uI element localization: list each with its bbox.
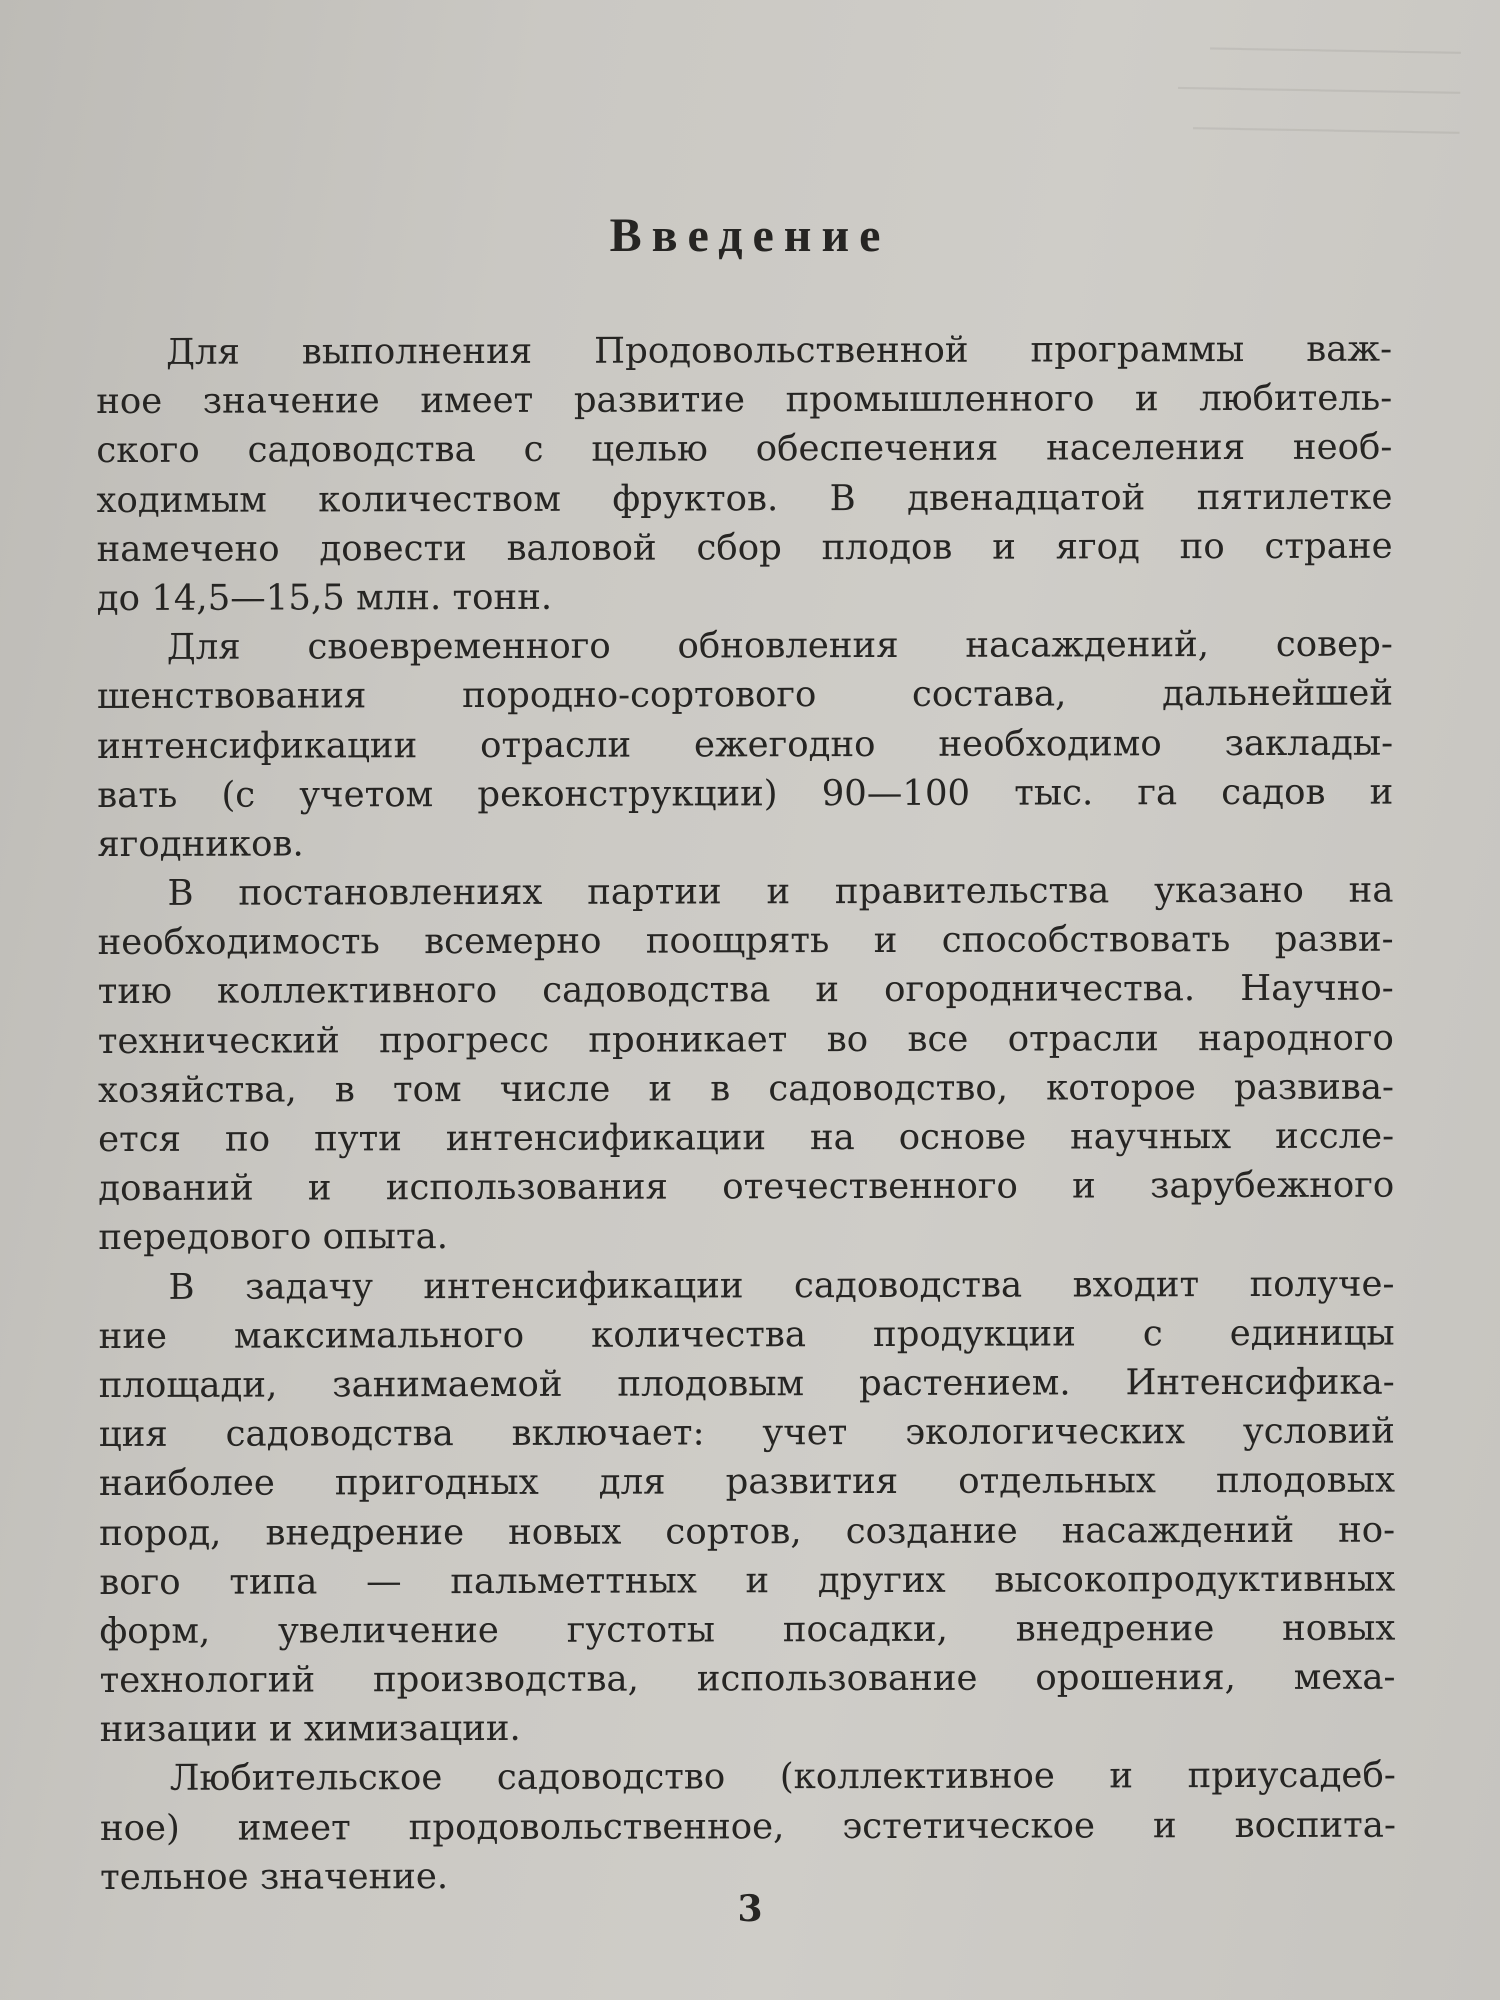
text-line: технологий производства, использование орошения, меха- (99, 1656, 1396, 1702)
text-line: ние максимального количества продукции с единицы (98, 1312, 1395, 1357)
text-line: вого типа — пальметтных и других высокопродуктивных (99, 1558, 1396, 1603)
show-through-texture: ──────────────── ────────────────── ───────────────── (1177, 34, 1461, 149)
text-line: форм, увеличение густоты посадки, внедрение новых (99, 1607, 1396, 1652)
text-line: ется по пути интенсификации на основе научных иссле- (98, 1115, 1395, 1160)
text-line: шенствования породно-сортового состава, дальнейшей (96, 672, 1394, 718)
text-line: Для выполнения Продовольственной программы важ- (166, 328, 1393, 373)
text-line: необходимость всемерно поощрять и способствовать разви- (97, 918, 1394, 964)
text-line: ходимым количеством фруктов. В двенадцатой пятилетке (96, 476, 1393, 521)
body-text (96, 325, 1396, 1902)
text-line: намечено довести валовой сбор плодов и ягод по стране (96, 525, 1393, 570)
text-line: ция садоводства включает: учет экологических условий (98, 1410, 1395, 1456)
text-line: дований и использования отечественного и зарубежного (98, 1164, 1395, 1210)
text-line: ягодников. (97, 823, 304, 865)
text-line: технический прогресс проникает во все отрасли народного (97, 1017, 1394, 1062)
text-line: ное значение имеет развитие промышленного и любитель- (96, 377, 1393, 423)
text-line: ное) имеет продовольственное, эстетическое и воспита- (99, 1804, 1396, 1849)
text-line: В постановлениях партии и правительства указано на (167, 869, 1394, 914)
text-line: вать (с учетом реконструкции) 90—100 тыс. га садов и (97, 771, 1394, 816)
text-line: низации и химизации. (99, 1708, 521, 1751)
text-line: ского садоводства с целью обеспечения населения необ- (96, 426, 1393, 472)
text-line: наиболее пригодных для развития отдельных плодовых (98, 1459, 1396, 1505)
text-line: Любительское садоводство (коллективное и приусадеб- (169, 1755, 1396, 1800)
text-line: тельное значение. (100, 1855, 449, 1898)
page-number: 3 (737, 1888, 763, 1930)
text-line: тию коллективного садоводства и огородничества. Научно- (97, 968, 1394, 1013)
text-line: передового опыта. (98, 1216, 449, 1259)
text-line: площади, занимаемой плодовым растением. Интенсифика- (98, 1361, 1395, 1406)
text-line: пород, внедрение новых сортов, создание насаждений но- (99, 1509, 1396, 1554)
text-line: интенсификации отрасли ежегодно необходимо заклады- (97, 722, 1394, 767)
text-line: хозяйства, в том числе и в садоводство, которое развива- (97, 1066, 1395, 1111)
text-line: В задачу интенсификации садоводства входит получе- (168, 1263, 1395, 1308)
text-line: до 14,5—15,5 млн. тонн. (96, 576, 553, 619)
page-title: Введение (609, 209, 891, 262)
text-line: Для своевременного обновления насаждений, совер- (166, 623, 1393, 668)
